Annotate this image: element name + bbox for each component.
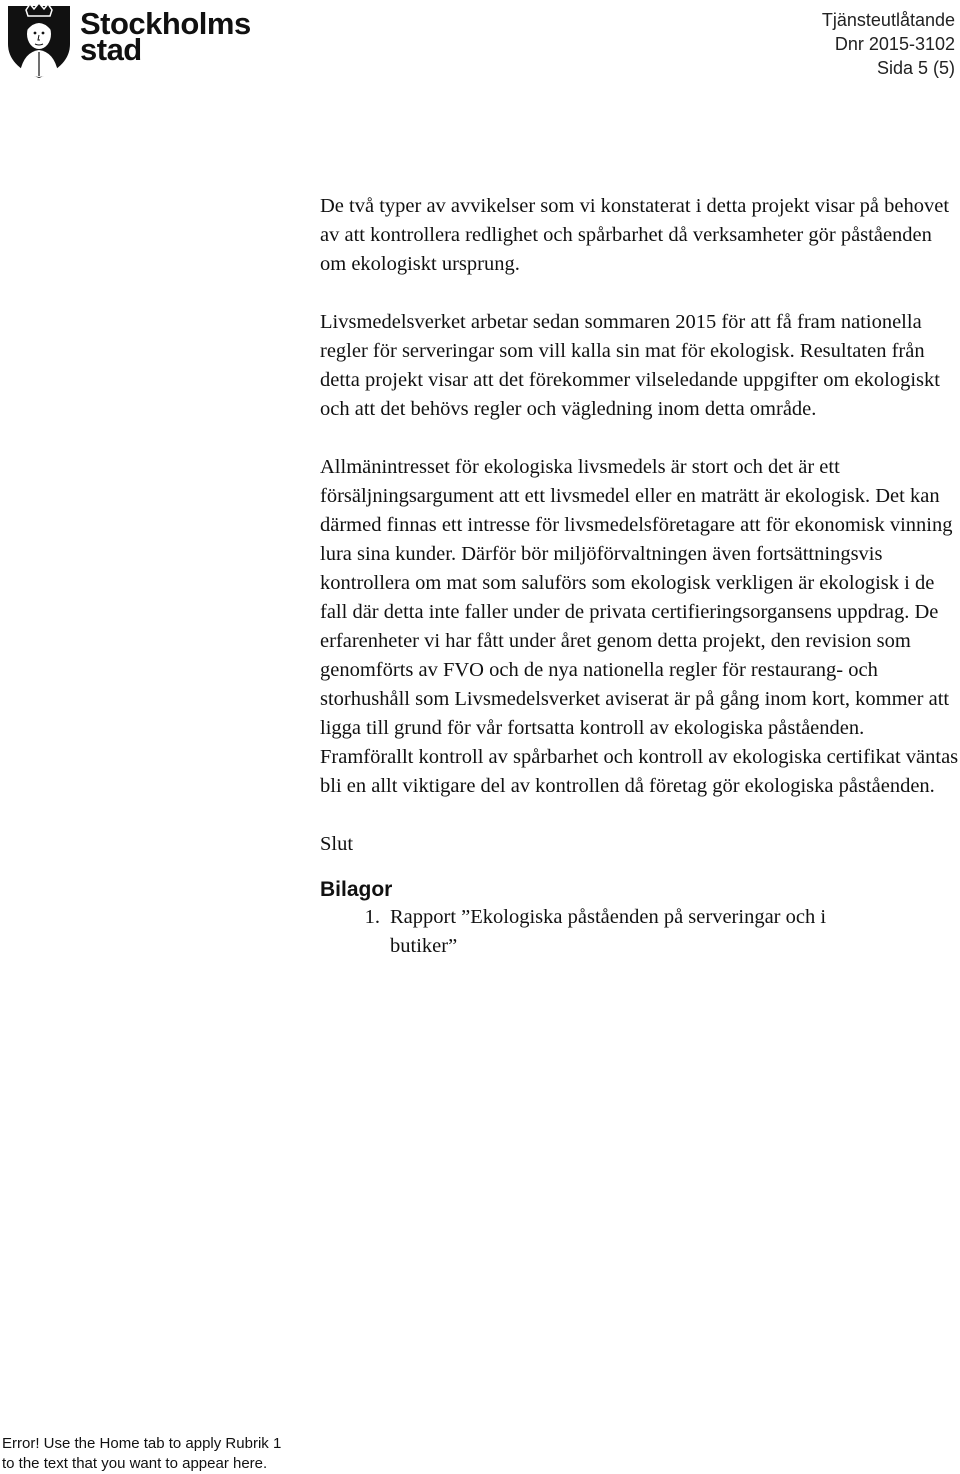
attachments-list: [320, 903, 960, 961]
attachments-heading: Bilagor: [320, 878, 393, 901]
footer: [2, 1434, 281, 1474]
page-number: Sida 5 (5): [876, 58, 955, 78]
attachment-number: 1.: [364, 906, 380, 928]
paragraph-2: Livsmedelsverket arbetar sedan sommaren 2015 för att få fram nationella regler för serveringar som vill kalla sin mat för ekologisk. Resultaten från detta projekt visar att det förekommer vilseledande uppgifter om ekologiskt och att det behövs regler och vägledning inom detta område.: [320, 311, 940, 420]
footer-line-1: Error! Use the Home tab to apply Rubrik 1: [2, 1435, 282, 1452]
attachment-title: Rapport ”Ekologiska påståenden på serveringar och i butiker”: [390, 906, 827, 957]
document-number: Dnr 2015-3102: [834, 34, 955, 54]
document-meta: [822, 8, 955, 80]
attachment-item: [320, 903, 960, 961]
document-type: Tjänsteutlåtande: [821, 10, 955, 30]
city-shield-icon: [4, 0, 74, 80]
footer-line-2: to the text that you want to appear here.: [2, 1455, 268, 1472]
paragraph-1: De två typer av avvikelser som vi konstaterat i detta projekt visar på behovet av att kontrollera redlighet och spårbarhet då verksamheter gör påståenden om ekologiskt ursprung.: [320, 195, 950, 275]
logo-text-line2: stad: [80, 32, 142, 67]
stockholms-stad-logo: [4, 0, 251, 80]
document-body: [320, 192, 960, 961]
end-marker: Slut: [320, 833, 354, 855]
paragraph-3: Allmänintresset för ekologiska livsmedels är stort och det är ett försäljningsargument att ett livsmedel eller en maträtt är ekologisk. Det kan därmed finnas ett intresse för livsmedelsföretagare att för ekonomisk vinning lura sina kunder. Därför bör miljöförvaltningen även fortsättningsvis kontrollera om mat som saluförs som ekologisk verkligen är ekologisk i de fall där detta inte faller under de privata certifieringsorgansens uppdrag. De erfarenheter vi har fått under året genom detta projekt, den revision som genomförts av FVO och de nya nationella regler för restaurang- och storhushåll som Livsmedelsverket aviserat är på gång inom kort, kommer att ligga till grund för vår fortsatta kontroll av ekologiska påståenden. Framförallt kontroll av spårbarhet och kontroll av ekologiska certifikat väntas bli en allt viktigare del av kontrollen då företag gör ekologiska påståenden.: [320, 456, 959, 797]
logo-text-line1: Stockholms: [80, 6, 251, 41]
